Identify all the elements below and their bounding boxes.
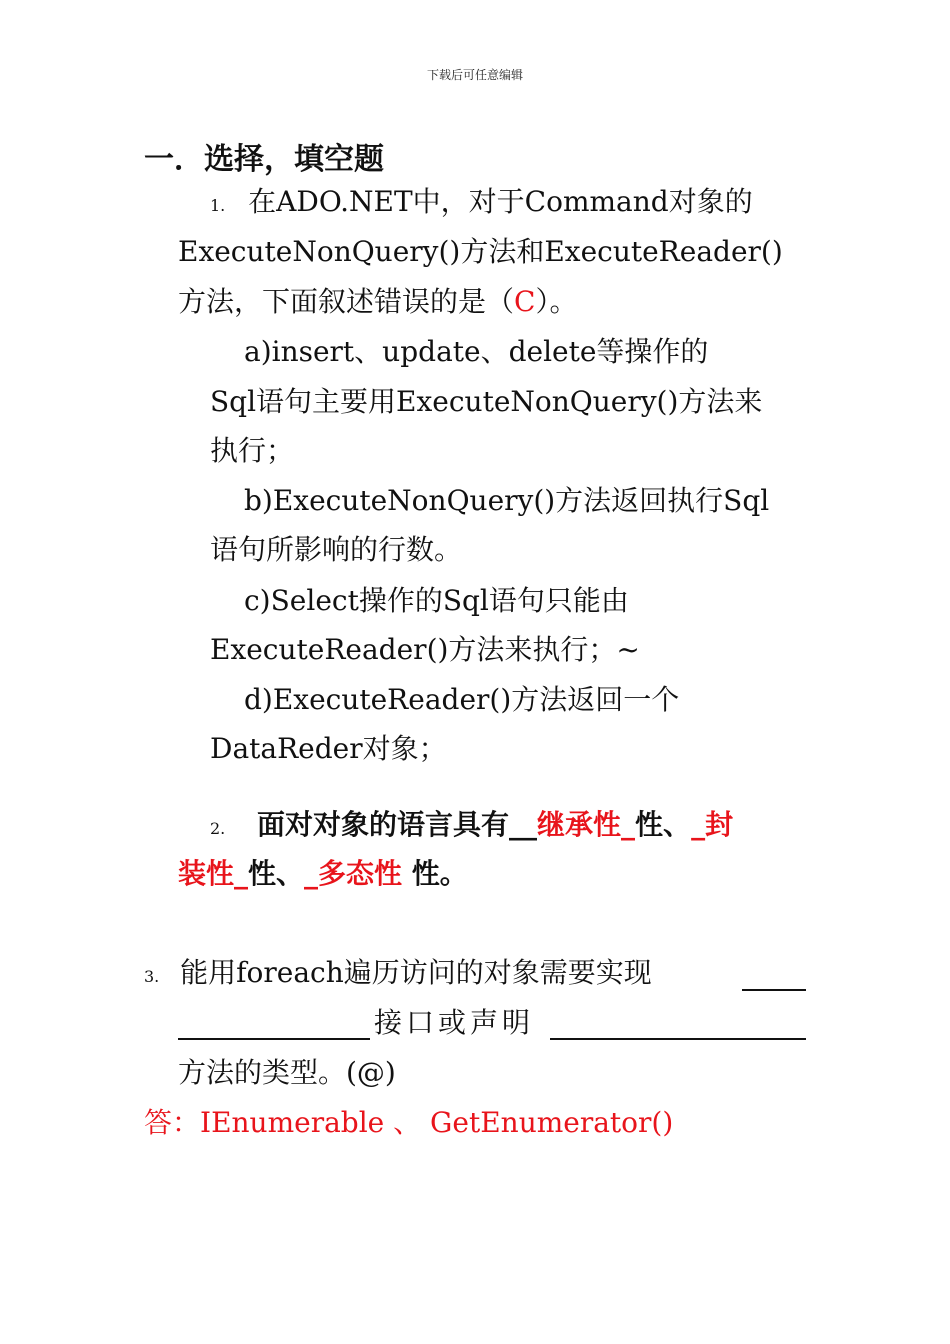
question-2-answer-2a: _封 bbox=[691, 808, 734, 841]
question-3-line-2: 接口或声明 bbox=[374, 1006, 535, 1039]
question-2-answer-1: 继承性_ bbox=[537, 808, 636, 841]
option-b-line-2: 语句所影响的行数。 bbox=[210, 533, 463, 566]
question-1-answer: C bbox=[514, 285, 536, 318]
question-1-line-2: ExecuteNonQuery()方法和ExecuteReader() bbox=[178, 235, 783, 268]
question-2-answer-2b: 装性_ bbox=[178, 857, 249, 890]
answer-label: 答： bbox=[144, 1106, 201, 1139]
option-b-line-1: b)ExecuteNonQuery()方法返回执行Sql bbox=[244, 484, 770, 517]
question-3-answer bbox=[144, 1105, 673, 1141]
option-d-line-1: d)ExecuteReader()方法返回一个 bbox=[244, 683, 680, 716]
question-1-line-1: 在ADO.NET中，对于Command对象的 bbox=[248, 185, 753, 218]
option-a-line-3: 执行； bbox=[210, 434, 295, 467]
question-2-text-4: 性。 bbox=[402, 857, 468, 890]
question-2-text-3: 性、 bbox=[248, 857, 305, 890]
question-3-number: 3. bbox=[144, 967, 160, 986]
question-2-text-2: 性、 bbox=[635, 808, 692, 841]
question-2-text-1: 面对对象的语言具有__ bbox=[257, 808, 538, 841]
option-c-line-1: c)Select操作的Sql语句只能由 bbox=[244, 584, 629, 617]
question-2-number: 2. bbox=[210, 819, 226, 838]
blank-1a bbox=[742, 957, 806, 991]
section-title: 一．选择，填空题 bbox=[144, 142, 384, 177]
answer-text: IEnumerable 、 GetEnumerator() bbox=[200, 1106, 674, 1139]
question-3-line-1: 能用foreach遍历访问的对象需要实现 bbox=[180, 956, 652, 989]
blank-1b bbox=[178, 1006, 370, 1040]
option-d-line-2: DataReder对象； bbox=[210, 732, 447, 765]
question-1-line-3-pre: 方法，下面叙述错误的是（ bbox=[178, 285, 515, 318]
question-2-answer-3: _多态性 bbox=[304, 857, 403, 890]
question-3-line-3: 方法的类型。(@) bbox=[178, 1056, 396, 1089]
option-a-line-2: Sql语句主要用ExecuteNonQuery()方法来 bbox=[210, 385, 763, 418]
blank-2 bbox=[550, 1006, 806, 1040]
question-1-number: 1. bbox=[210, 196, 226, 215]
question-1-line-3 bbox=[178, 284, 577, 320]
question-1-line-3-post: ）。 bbox=[535, 285, 578, 318]
option-c-line-2: ExecuteReader()方法来执行；~ bbox=[210, 633, 640, 666]
page-header: 下载后可任意编辑 bbox=[426, 68, 523, 82]
option-a-line-1: a)insert、update、delete等操作的 bbox=[244, 335, 709, 368]
